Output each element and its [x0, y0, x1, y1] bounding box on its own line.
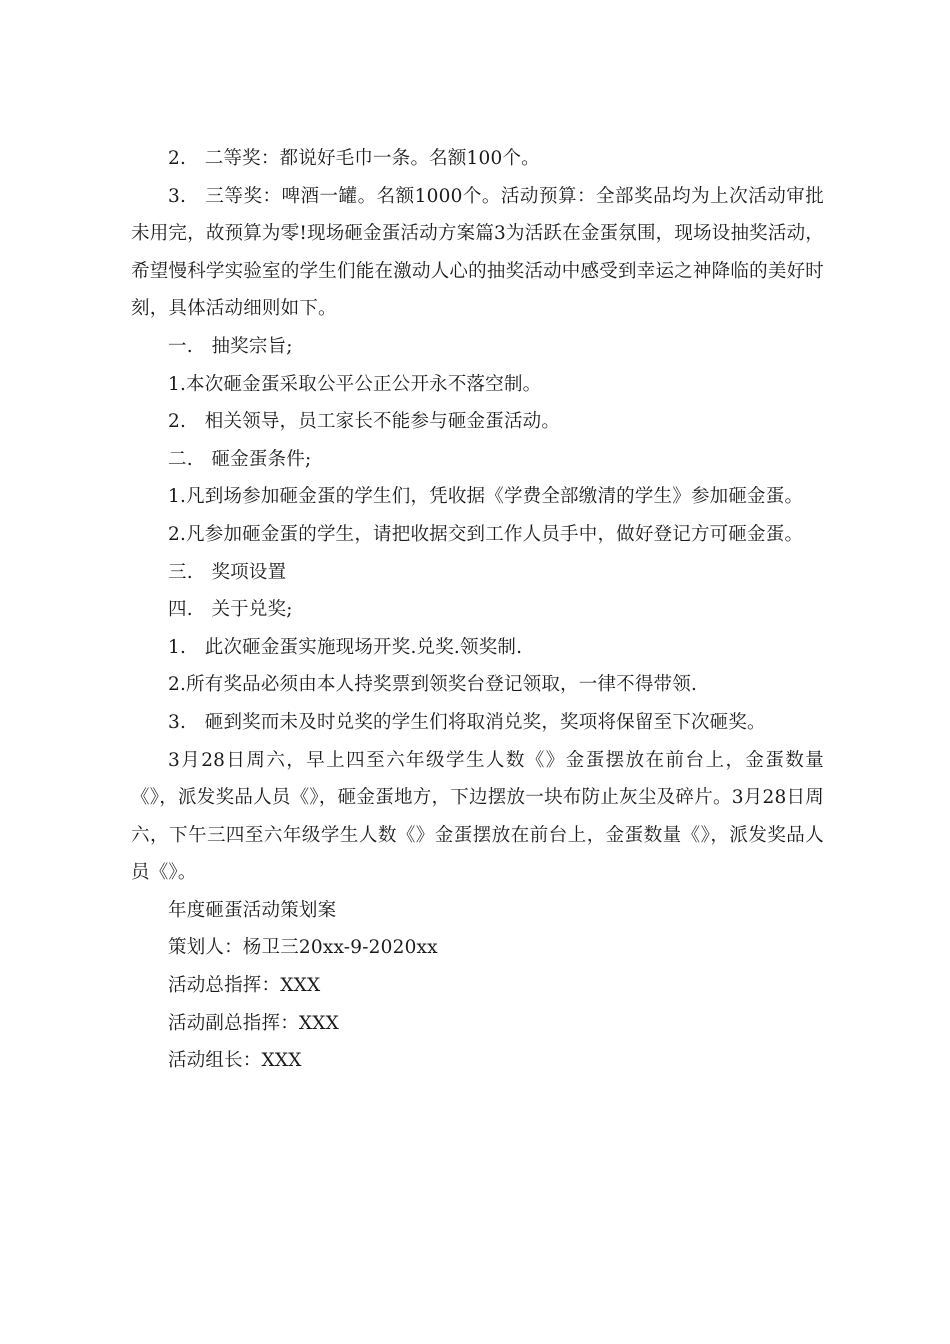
paragraph-personal-collection: 2.所有奖品必须由本人持奖票到领奖台登记领取，一律不得带领.: [168, 674, 698, 696]
paragraph-registration-condition: 2.凡参加砸金蛋的学生，请把收据交到工作人员手中，做好登记方可砸金蛋。: [168, 523, 804, 545]
paragraph-team-leader: 活动组长：XXX: [168, 1050, 302, 1072]
heading-lottery-purpose: 一. 抽奖宗旨;: [168, 335, 293, 357]
paragraph-staff-excluded: 2. 相关领导，员工家长不能参与砸金蛋活动。: [168, 411, 561, 433]
paragraph-third-prize-budget: 3. 三等奖：啤酒一罐。名额1000个。活动预算：全部奖品均为上次活动审批未用完，故预算为零!现场砸金蛋活动方案篇3为活跃在金蛋氛围，现场设抽奖活动，希望慢科学实验室的学生们能在激动人心的抽奖活动中感受到幸运之神降临的美好时刻，具体活动细则如下。: [131, 185, 824, 320]
heading-conditions: 二. 砸金蛋条件;: [168, 448, 312, 470]
paragraph-deputy-commander: 活动副总指挥：XXX: [168, 1012, 340, 1034]
paragraph-receipt-condition: 1.凡到场参加砸金蛋的学生们，凭收据《学费全部缴清的学生》参加砸金蛋。: [168, 486, 804, 508]
paragraph-fairness-rule: 1.本次砸金蛋采取公平公正公开永不落空制。: [168, 373, 542, 395]
document-body: [131, 140, 824, 1080]
paragraph-chief-commander: 活动总指挥：XXX: [168, 975, 321, 997]
heading-redemption: 四. 关于兑奖;: [168, 599, 293, 621]
paragraph-onsite-redemption: 1. 此次砸金蛋实施现场开奖.兑奖.领奖制.: [168, 636, 523, 658]
paragraph-late-redemption: 3. 砸到奖而未及时兑奖的学生们将取消兑奖，奖项将保留至下次砸奖。: [168, 711, 766, 733]
paragraph-planner: 策划人：杨卫三20xx-9-2020xx: [168, 937, 438, 959]
heading-annual-plan: 年度砸蛋活动策划案: [168, 899, 337, 921]
paragraph-second-prize: 2. 二等奖：都说好毛巾一条。名额100个。: [168, 148, 540, 169]
paragraph-schedule: 3月28日周六，早上四至六年级学生人数《》金蛋摆放在前台上，金蛋数量《》，派发奖品人员《》，砸金蛋地方，下边摆放一块布防止灰尘及碎片。3月28日周六，下午三四至六年级学生人数《》金蛋摆放在前台上，金蛋数量《》，派发奖品人员《》。: [131, 749, 824, 884]
heading-prize-setup: 三. 奖项设置: [168, 561, 287, 583]
